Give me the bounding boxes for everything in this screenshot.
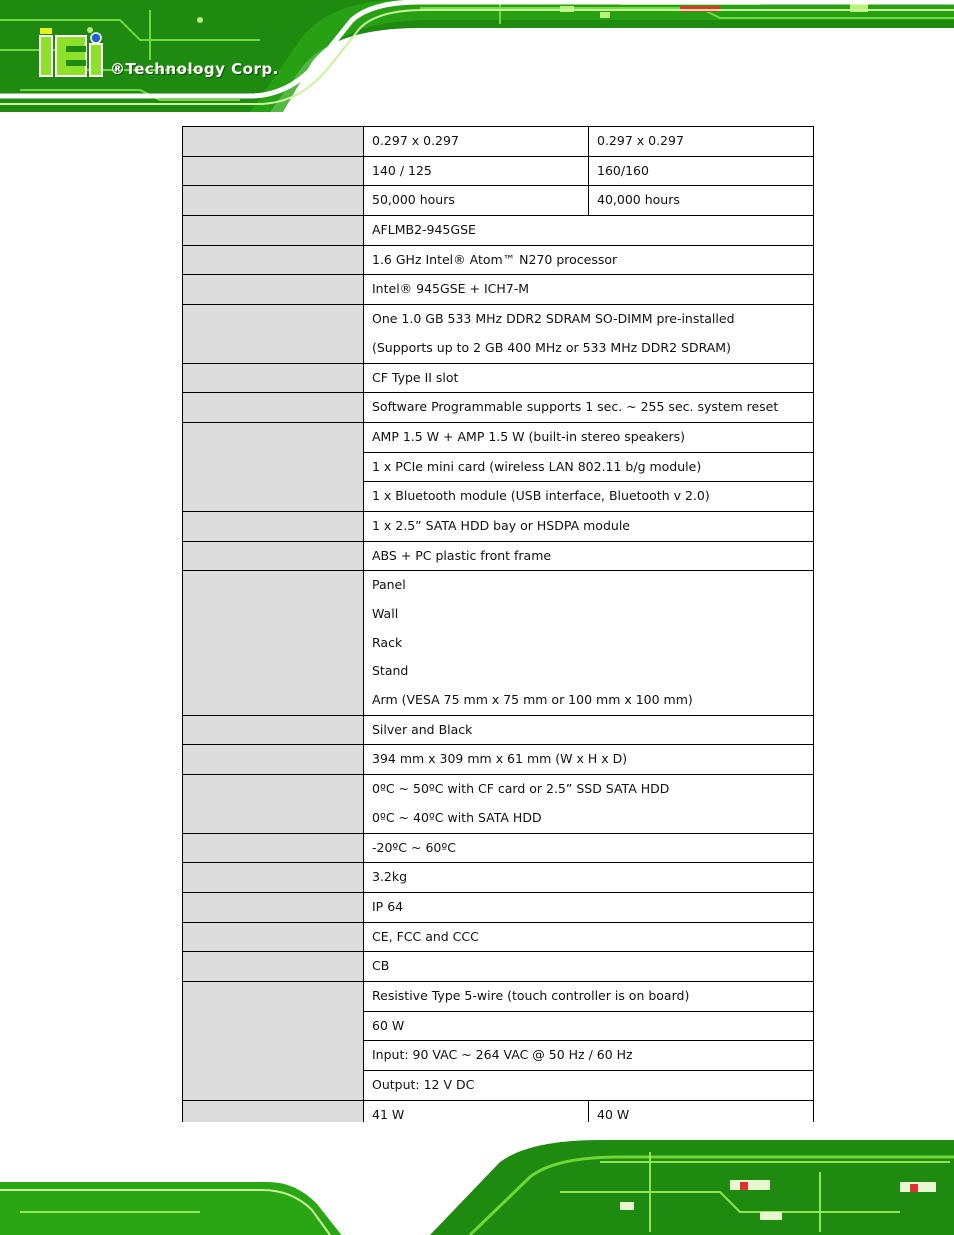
spec-value-cell-right xyxy=(589,156,814,186)
spec-value-text: (Supports up to 2 GB 400 MHz or 533 MHz DDR2 SDRAM) xyxy=(372,339,731,355)
spec-value-text: 50,000 hours xyxy=(372,192,455,208)
spec-label-cell xyxy=(183,715,364,745)
spec-value-text: CB xyxy=(372,958,390,974)
footer-banner xyxy=(0,1122,954,1235)
spec-value-text: 0.297 x 0.297 xyxy=(597,133,684,148)
circuit-board-footer-graphic xyxy=(0,1122,954,1235)
spec-value-text: 41 W xyxy=(372,1106,405,1122)
spec-value-cell xyxy=(364,863,814,893)
spec-row xyxy=(183,952,814,982)
spec-value-text: Panel xyxy=(372,577,406,593)
spec-label-cell xyxy=(183,156,364,186)
spec-value-text: 3.2kg xyxy=(372,869,408,885)
spec-label-cell xyxy=(183,892,364,922)
spec-label-cell xyxy=(183,305,364,363)
spec-row xyxy=(183,511,814,541)
spec-value-text: 160/160 xyxy=(597,162,649,178)
spec-label-cell xyxy=(183,775,364,833)
spec-label-cell xyxy=(183,275,364,305)
spec-value-text: Wall xyxy=(372,606,399,621)
spec-row xyxy=(183,833,814,863)
spec-value-text: 394 mm x 309 mm x 61 mm (W x H x D) xyxy=(372,751,628,767)
spec-value-text: Arm (VESA 75 mm x 75 mm or 100 mm x 100 mm) xyxy=(372,692,693,708)
spec-value-cell xyxy=(364,892,814,922)
header-banner xyxy=(0,0,954,112)
spec-label-cell xyxy=(183,393,364,423)
spec-label-cell xyxy=(183,422,364,511)
spec-value-cell xyxy=(364,393,814,423)
spec-row xyxy=(183,393,814,423)
spec-value-cell-left xyxy=(364,127,589,157)
specification-table xyxy=(182,126,814,1130)
spec-label-cell xyxy=(183,745,364,775)
spec-row xyxy=(183,127,814,157)
iei-logo-icon xyxy=(40,28,102,76)
spec-value-cell-right xyxy=(589,127,814,157)
spec-value-text: 0.297 x 0.297 xyxy=(372,133,459,148)
spec-label-cell xyxy=(183,186,364,216)
spec-value-cell xyxy=(364,305,814,363)
spec-value-text: 1 x PCIe mini card (wireless LAN 802.11 b/g module) xyxy=(364,452,813,482)
spec-value-text: Resistive Type 5-wire (touch controller is on board) xyxy=(372,987,690,1003)
spec-row xyxy=(183,363,814,393)
spec-value-cell-left xyxy=(364,156,589,186)
spec-value-cell-left xyxy=(364,186,589,216)
spec-row xyxy=(183,245,814,275)
spec-row xyxy=(183,892,814,922)
spec-row xyxy=(183,571,814,715)
spec-value-cell xyxy=(364,715,814,745)
spec-value-cell xyxy=(364,363,814,393)
spec-label-cell xyxy=(183,541,364,571)
spec-value-cell xyxy=(364,775,814,833)
spec-value-cell xyxy=(364,275,814,305)
spec-value-cell xyxy=(364,511,814,541)
spec-label-cell xyxy=(183,922,364,952)
spec-value-cell xyxy=(364,541,814,571)
spec-label-cell xyxy=(183,952,364,982)
spec-row xyxy=(183,156,814,186)
spec-value-cell xyxy=(364,745,814,775)
spec-value-text: AMP 1.5 W + AMP 1.5 W (built-in stereo speakers) xyxy=(372,428,686,444)
spec-value-text: 1.6 GHz Intel® Atom™ N270 processor xyxy=(372,251,618,267)
spec-value-cell xyxy=(364,245,814,275)
spec-value-cell xyxy=(364,571,814,715)
logo-tagline: ®Technology Corp. xyxy=(110,60,279,78)
spec-value-text: -20ºC ~ 60ºC xyxy=(372,839,456,855)
spec-value-text: 0ºC ~ 50ºC with CF card or 2.5” SSD SATA HDD xyxy=(372,781,670,797)
spec-row xyxy=(183,541,814,571)
spec-label-cell xyxy=(183,127,364,157)
specification-table-body xyxy=(183,127,814,1130)
spec-value-cell xyxy=(364,922,814,952)
spec-label-cell xyxy=(183,981,364,1100)
spec-value-text: IP 64 xyxy=(372,898,404,914)
spec-row xyxy=(183,981,814,1100)
spec-row xyxy=(183,305,814,363)
spec-value-text: 0ºC ~ 40ºC with SATA HDD xyxy=(372,809,542,825)
spec-label-cell xyxy=(183,571,364,715)
spec-value-group-cell xyxy=(364,422,814,511)
spec-row xyxy=(183,863,814,893)
spec-value-text: 140 / 125 xyxy=(372,162,432,178)
spec-value-text: Stand xyxy=(372,663,409,679)
spec-value-cell xyxy=(364,833,814,863)
spec-value-text: CF Type II slot xyxy=(372,369,459,385)
spec-label-cell xyxy=(183,863,364,893)
spec-row xyxy=(183,775,814,833)
spec-row xyxy=(183,422,814,511)
spec-value-text: Output: 12 V DC xyxy=(364,1070,813,1100)
spec-value-text: 60 W xyxy=(364,1011,813,1041)
spec-value-text: Rack xyxy=(372,634,403,650)
spec-label-cell xyxy=(183,245,364,275)
spec-label-cell xyxy=(183,511,364,541)
spec-label-cell xyxy=(183,216,364,246)
spec-value-text: One 1.0 GB 533 MHz DDR2 SDRAM SO-DIMM pre-installed xyxy=(372,311,735,327)
spec-row xyxy=(183,715,814,745)
spec-row xyxy=(183,275,814,305)
spec-row xyxy=(183,186,814,216)
spec-value-text: Software Programmable supports 1 sec. ~ 255 sec. system reset xyxy=(372,399,779,415)
spec-value-text: AFLMB2-945GSE xyxy=(372,222,476,238)
spec-value-cell-right xyxy=(589,186,814,216)
spec-value-cell xyxy=(364,952,814,982)
spec-value-text: 1 x Bluetooth module (USB interface, Bluetooth v 2.0) xyxy=(364,481,813,511)
circuit-board-header-graphic xyxy=(0,0,954,112)
spec-value-text: 40 W xyxy=(597,1106,630,1122)
spec-label-cell xyxy=(183,833,364,863)
spec-value-cell xyxy=(364,216,814,246)
spec-label-cell xyxy=(183,363,364,393)
spec-value-text: 1 x 2.5” SATA HDD bay or HSDPA module xyxy=(372,517,630,533)
spec-value-text: Silver and Black xyxy=(372,721,473,737)
logo-letters xyxy=(0,0,1,1)
spec-value-text: Input: 90 VAC ~ 264 VAC @ 50 Hz / 60 Hz xyxy=(364,1040,813,1070)
spec-value-group-cell xyxy=(364,981,814,1100)
spec-row xyxy=(183,745,814,775)
spec-value-text: CE, FCC and CCC xyxy=(372,928,479,944)
spec-row xyxy=(183,216,814,246)
spec-row xyxy=(183,922,814,952)
spec-value-text: ABS + PC plastic front frame xyxy=(372,547,552,563)
spec-value-text: 40,000 hours xyxy=(597,192,680,208)
spec-value-text: Intel® 945GSE + ICH7-M xyxy=(372,281,530,297)
